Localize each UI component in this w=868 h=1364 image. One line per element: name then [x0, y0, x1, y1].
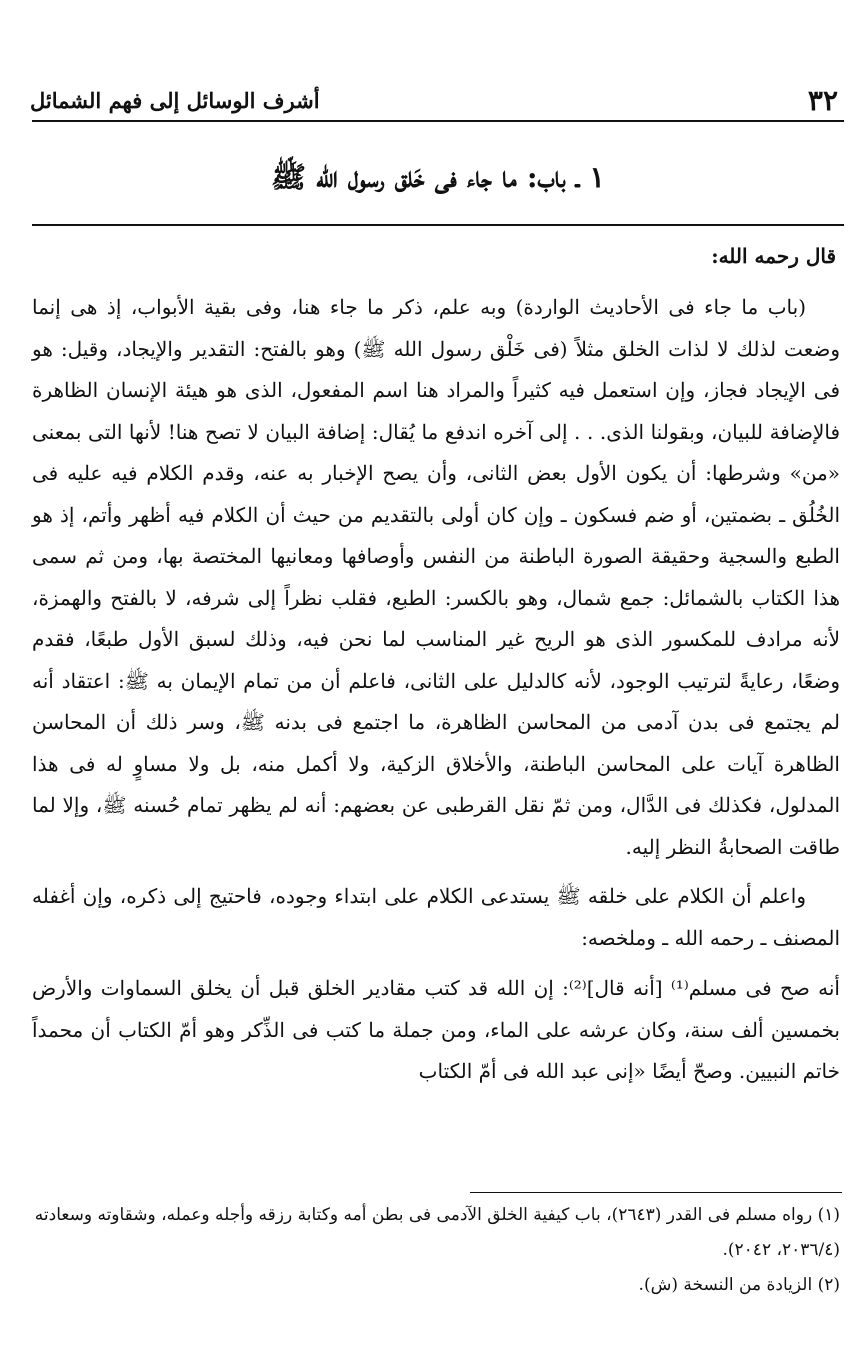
header-rule: [32, 120, 844, 122]
paragraph: أنه صح فى مسلم⁽¹⁾ [أنه قال]⁽²⁾: إن الله قد كتب مقادير الخلق قبل أن يخلق السماوات والأرض بخمسين ألف سنة، وكان عرشه على الماء، ومن جملة ما كتب فى الذِّكر وهو أمّ الكتاب أن محمداً خاتم النبيين. وصحّ أيضًا «إنى عبد الله فى أمّ الكتاب: [32, 976, 840, 1083]
chapter-title: ١ ـ باب: ما جاء فى خَلق رسول الله ﷺ: [271, 160, 605, 194]
footnote-rule: [470, 1192, 842, 1193]
book-title: أشرف الوسائل إلى فهم الشمائل: [30, 87, 320, 113]
page-number: ٣٢: [807, 83, 838, 117]
footnote: (٢) الزيادة من النسخة (ش).: [638, 1275, 840, 1295]
opening-line: قال رحمه الله:: [711, 244, 836, 268]
paragraph: (باب ما جاء فى الأحاديث الواردة) وبه علم، ذكر ما جاء هنا، وفى بقية الأبواب، إذ هى إنما وضعت لذلك لا لذات الخلق مثلاً (فى خَلْق رسول الله ﷺ) وهو بالفتح: التقدير والإيجاد، وقيل: هو فى الإيجاد فجاز، وإن استعمل فيه كثيراً والمراد هنا اسم المفعول، الذى هو هيئة الإنسان الظاهرة فالإضافة للبيان، وبقولنا الذى. . . إلى آخره اندفع ما يُقال: إضافة البيان لا تصح هنا! لأنها التى بمعنى «من» وشرطها: أن يكون الأول بعض الثانى، وأن يصح الإخبار به عنه، وقدم الكلام فيه عليه فى الخُلُق ـ بضمتين، أو ضم فسكون ـ وإن كان أولى بالتقديم من حيث أن الكلام فيه أظهر وأتم، إذ هو الطبع والسجية وحقيقة الصورة الباطنة من النفس وأوصافها ومعانيها المختصة بها، ومن ثم سمى هذا الكتاب بالشمائل: جمع شمال، وهو بالكسر: الطبع، فقلب نظراً إلى شرفه، لا بالفتح والهمزة، لأنه مرادف للمكسور الذى هو الريح غير المناسب لما نحن فيه، وذلك لسبق الأول طبعًا، فقدم وضعًا، رعايةً لترتيب الوجود، لأنه كالدليل على الثانى، فاعلم أن من تمام الإيمان به ﷺ: اعتقاد أنه لم يجتمع فى بدن آدمى من المحاسن الظاهرة، ما اجتمع فى بدنه ﷺ، وسر ذلك أن المحاسن الظاهرة آيات على المحاسن الباطنة، والأخلاق الزكية، ولا أكمل منه، بل ولا مساوٍ له فى هذا المدلول، فكذلك فى الدَّال، ومن ثمّ نقل القرطبى عن بعضهم: أنه لم يظهر تمام حُسنه ﷺ، وإلا لما طاقت الصحابةُ النظر إليه.: [32, 295, 840, 859]
paragraph: واعلم أن الكلام على خلقه ﷺ يستدعى الكلام على ابتداء وجوده، فاحتيج إلى ذكره، وإن أغفله المصنف ـ رحمه الله ـ وملخصه:: [32, 884, 840, 950]
footnote: (١) رواه مسلم فى القدر (٢٦٤٣)، باب كيفية الخلق الآدمى فى بطن أمه وكتابة رزقه وأجله وعمله، وشقاوته وسعادته (٢٠٣٦/٤، ٢٠٤٢).: [34, 1205, 840, 1260]
title-rule: [32, 224, 844, 226]
footnotes: [32, 1198, 840, 1303]
running-header: [30, 82, 838, 118]
body-text: [32, 287, 840, 1093]
